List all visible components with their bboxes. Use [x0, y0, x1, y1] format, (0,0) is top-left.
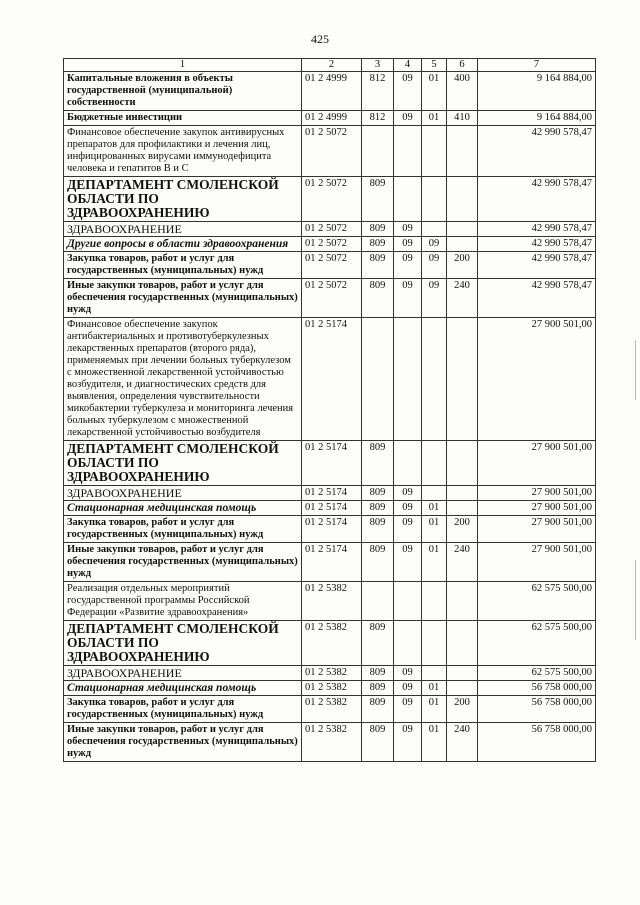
cell-name: Другие вопросы в области здравоохранения	[64, 237, 302, 252]
cell-amount: 27 900 501,00	[478, 318, 596, 441]
table-body	[64, 72, 596, 762]
cell-code: 01 2 5072	[302, 126, 362, 177]
table-header-row	[64, 59, 596, 72]
cell-subsection: 01	[422, 501, 447, 516]
column-header-1: 1	[64, 59, 302, 72]
cell-dept-code	[362, 582, 394, 621]
table-row	[64, 441, 596, 486]
cell-expense-type	[447, 681, 478, 696]
cell-subsection	[422, 486, 447, 501]
cell-expense-type	[447, 501, 478, 516]
cell-amount: 42 990 578,47	[478, 222, 596, 237]
cell-section	[394, 177, 422, 222]
page-number: 425	[311, 32, 329, 46]
cell-name: Финансовое обеспечение закупок антибактериальных и противотуберкулезных лекарственных препаратов (второго ряда), применяемых при лечении больных туберкулезом с множественной лекарственной устойчивостью возбудителя, и диагностических средств для выявления, определения чувствительности микобактерии туберкулеза и мониторинга лечения больных туберкулезом с множественной лекарственной устойчивостью возбудителя	[64, 318, 302, 441]
cell-subsection	[422, 621, 447, 666]
cell-section: 09	[394, 723, 422, 762]
cell-name: Иные закупки товаров, работ и услуг для обеспечения государственных (муниципальных) нужд	[64, 723, 302, 762]
table-row	[64, 111, 596, 126]
cell-section: 09	[394, 252, 422, 279]
cell-expense-type: 240	[447, 723, 478, 762]
cell-code: 01 2 5072	[302, 237, 362, 252]
cell-expense-type	[447, 222, 478, 237]
cell-expense-type	[447, 126, 478, 177]
cell-code: 01 2 5072	[302, 279, 362, 318]
cell-amount: 42 990 578,47	[478, 237, 596, 252]
cell-subsection: 09	[422, 237, 447, 252]
table-row	[64, 486, 596, 501]
cell-name: Капитальные вложения в объекты государственной (муниципальной) собственности	[64, 72, 302, 111]
column-header-3: 3	[362, 59, 394, 72]
cell-code: 01 2 5382	[302, 621, 362, 666]
cell-section: 09	[394, 279, 422, 318]
cell-section	[394, 441, 422, 486]
cell-subsection: 01	[422, 696, 447, 723]
cell-expense-type: 200	[447, 516, 478, 543]
column-header-5: 5	[422, 59, 447, 72]
cell-code: 01 2 4999	[302, 111, 362, 126]
cell-code: 01 2 5174	[302, 441, 362, 486]
table-row	[64, 543, 596, 582]
cell-amount: 27 900 501,00	[478, 486, 596, 501]
cell-section	[394, 318, 422, 441]
cell-name: ЗДРАВООХРАНЕНИЕ	[64, 486, 302, 501]
table-row	[64, 666, 596, 681]
cell-name: ДЕПАРТАМЕНТ СМОЛЕНСКОЙ ОБЛАСТИ ПО ЗДРАВООХРАНЕНИЮ	[64, 441, 302, 486]
cell-amount: 62 575 500,00	[478, 621, 596, 666]
cell-dept-code: 809	[362, 723, 394, 762]
cell-name: ДЕПАРТАМЕНТ СМОЛЕНСКОЙ ОБЛАСТИ ПО ЗДРАВООХРАНЕНИЮ	[64, 177, 302, 222]
cell-code: 01 2 5174	[302, 516, 362, 543]
cell-name: Стационарная медицинская помощь	[64, 501, 302, 516]
table-row	[64, 621, 596, 666]
scan-edge-mark	[635, 340, 636, 400]
table-row	[64, 696, 596, 723]
table-row	[64, 279, 596, 318]
cell-code: 01 2 5382	[302, 696, 362, 723]
cell-amount: 27 900 501,00	[478, 441, 596, 486]
column-header-6: 6	[447, 59, 478, 72]
cell-section: 09	[394, 696, 422, 723]
cell-expense-type	[447, 237, 478, 252]
cell-amount: 9 164 884,00	[478, 111, 596, 126]
cell-subsection: 01	[422, 516, 447, 543]
cell-dept-code	[362, 318, 394, 441]
cell-subsection	[422, 177, 447, 222]
cell-code: 01 2 4999	[302, 72, 362, 111]
table-row	[64, 237, 596, 252]
column-header-2: 2	[302, 59, 362, 72]
cell-expense-type: 240	[447, 543, 478, 582]
cell-expense-type: 410	[447, 111, 478, 126]
cell-code: 01 2 5382	[302, 582, 362, 621]
cell-name: Иные закупки товаров, работ и услуг для обеспечения государственных (муниципальных) нужд	[64, 279, 302, 318]
cell-subsection: 01	[422, 543, 447, 582]
cell-code: 01 2 5174	[302, 486, 362, 501]
cell-amount: 42 990 578,47	[478, 126, 596, 177]
table-row	[64, 501, 596, 516]
cell-dept-code: 809	[362, 696, 394, 723]
cell-code: 01 2 5174	[302, 501, 362, 516]
table-row	[64, 723, 596, 762]
table-row	[64, 126, 596, 177]
cell-expense-type	[447, 177, 478, 222]
cell-dept-code: 812	[362, 72, 394, 111]
cell-code: 01 2 5174	[302, 543, 362, 582]
cell-subsection: 01	[422, 723, 447, 762]
cell-name: Закупка товаров, работ и услуг для государственных (муниципальных) нужд	[64, 516, 302, 543]
cell-section	[394, 126, 422, 177]
cell-subsection: 09	[422, 252, 447, 279]
cell-name: Реализация отдельных мероприятий государственной программы Российской Федерации «Развитие здравоохранения»	[64, 582, 302, 621]
table-row	[64, 72, 596, 111]
cell-amount: 56 758 000,00	[478, 696, 596, 723]
cell-dept-code: 809	[362, 543, 394, 582]
cell-subsection	[422, 582, 447, 621]
cell-section	[394, 621, 422, 666]
cell-dept-code: 812	[362, 111, 394, 126]
cell-expense-type	[447, 318, 478, 441]
cell-expense-type	[447, 621, 478, 666]
cell-expense-type	[447, 582, 478, 621]
cell-section: 09	[394, 111, 422, 126]
cell-dept-code: 809	[362, 222, 394, 237]
cell-name: Закупка товаров, работ и услуг для государственных (муниципальных) нужд	[64, 252, 302, 279]
cell-dept-code: 809	[362, 681, 394, 696]
cell-expense-type	[447, 441, 478, 486]
cell-subsection	[422, 441, 447, 486]
cell-dept-code: 809	[362, 177, 394, 222]
cell-amount: 42 990 578,47	[478, 279, 596, 318]
cell-name: Стационарная медицинская помощь	[64, 681, 302, 696]
cell-code: 01 2 5382	[302, 681, 362, 696]
table-row	[64, 681, 596, 696]
table-row	[64, 582, 596, 621]
cell-name: ЗДРАВООХРАНЕНИЕ	[64, 222, 302, 237]
cell-expense-type	[447, 486, 478, 501]
cell-dept-code: 809	[362, 666, 394, 681]
cell-expense-type: 200	[447, 696, 478, 723]
cell-expense-type: 240	[447, 279, 478, 318]
cell-name: Бюджетные инвестиции	[64, 111, 302, 126]
cell-subsection: 01	[422, 681, 447, 696]
cell-subsection: 09	[422, 279, 447, 318]
cell-name: Иные закупки товаров, работ и услуг для обеспечения государственных (муниципальных) нужд	[64, 543, 302, 582]
cell-section: 09	[394, 543, 422, 582]
cell-dept-code: 809	[362, 501, 394, 516]
column-header-7: 7	[478, 59, 596, 72]
budget-table	[63, 58, 596, 762]
scan-edge-mark	[635, 560, 636, 640]
cell-subsection: 01	[422, 111, 447, 126]
cell-section: 09	[394, 666, 422, 681]
cell-dept-code: 809	[362, 621, 394, 666]
cell-amount: 56 758 000,00	[478, 681, 596, 696]
cell-section: 09	[394, 681, 422, 696]
cell-code: 01 2 5072	[302, 177, 362, 222]
cell-amount: 56 758 000,00	[478, 723, 596, 762]
cell-code: 01 2 5072	[302, 222, 362, 237]
cell-dept-code	[362, 126, 394, 177]
cell-subsection: 01	[422, 72, 447, 111]
cell-name: Закупка товаров, работ и услуг для государственных (муниципальных) нужд	[64, 696, 302, 723]
table-row	[64, 252, 596, 279]
cell-section: 09	[394, 486, 422, 501]
cell-amount: 27 900 501,00	[478, 501, 596, 516]
cell-section: 09	[394, 72, 422, 111]
cell-dept-code: 809	[362, 516, 394, 543]
cell-section: 09	[394, 237, 422, 252]
cell-amount: 42 990 578,47	[478, 177, 596, 222]
cell-amount: 62 575 500,00	[478, 666, 596, 681]
cell-dept-code: 809	[362, 279, 394, 318]
cell-dept-code: 809	[362, 486, 394, 501]
cell-section: 09	[394, 516, 422, 543]
cell-amount: 42 990 578,47	[478, 252, 596, 279]
cell-expense-type: 200	[447, 252, 478, 279]
cell-subsection	[422, 222, 447, 237]
cell-amount: 27 900 501,00	[478, 516, 596, 543]
cell-subsection	[422, 666, 447, 681]
cell-dept-code: 809	[362, 252, 394, 279]
cell-expense-type: 400	[447, 72, 478, 111]
cell-amount: 62 575 500,00	[478, 582, 596, 621]
table-row	[64, 222, 596, 237]
cell-amount: 9 164 884,00	[478, 72, 596, 111]
cell-amount: 27 900 501,00	[478, 543, 596, 582]
cell-name: ЗДРАВООХРАНЕНИЕ	[64, 666, 302, 681]
cell-name: ДЕПАРТАМЕНТ СМОЛЕНСКОЙ ОБЛАСТИ ПО ЗДРАВООХРАНЕНИЮ	[64, 621, 302, 666]
cell-subsection	[422, 126, 447, 177]
cell-code: 01 2 5382	[302, 666, 362, 681]
cell-section	[394, 582, 422, 621]
cell-dept-code: 809	[362, 441, 394, 486]
cell-section: 09	[394, 222, 422, 237]
cell-expense-type	[447, 666, 478, 681]
cell-code: 01 2 5382	[302, 723, 362, 762]
table-row	[64, 177, 596, 222]
cell-subsection	[422, 318, 447, 441]
cell-section: 09	[394, 501, 422, 516]
cell-dept-code: 809	[362, 237, 394, 252]
cell-name: Финансовое обеспечение закупок антивирусных препаратов для профилактики и лечения лиц, инфицированных вирусами иммунодефицита человека и гепатитов В и С	[64, 126, 302, 177]
cell-code: 01 2 5072	[302, 252, 362, 279]
table-row	[64, 318, 596, 441]
column-header-4: 4	[394, 59, 422, 72]
table-row	[64, 516, 596, 543]
cell-code: 01 2 5174	[302, 318, 362, 441]
